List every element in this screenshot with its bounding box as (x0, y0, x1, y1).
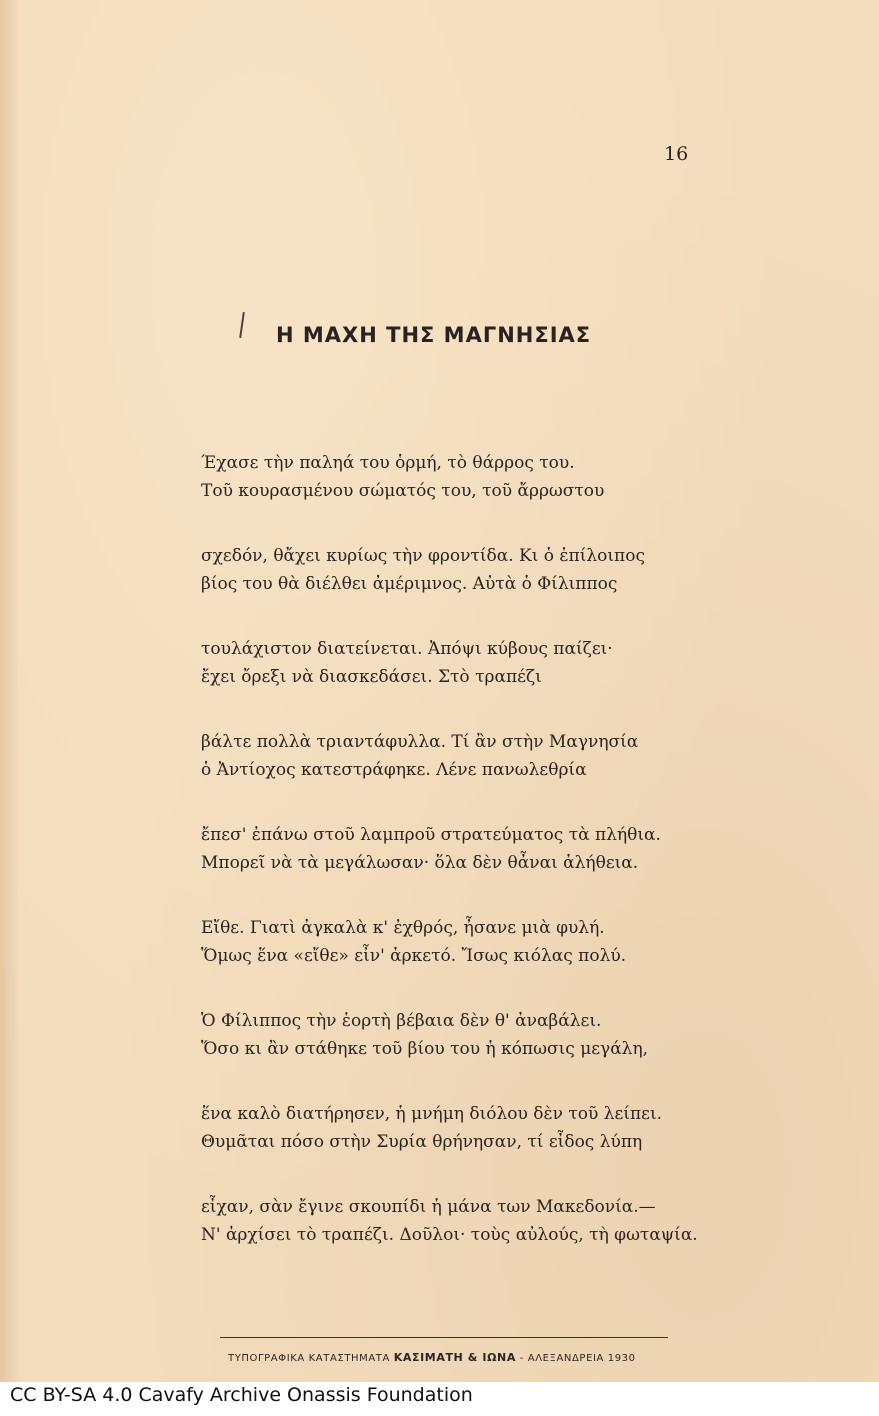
stanza (201, 1100, 761, 1156)
poem-line: τουλάχιστον διατείνεται. Ἀπόψι κύβους παίζει· (201, 639, 613, 659)
poem-line: Ν' ἀρχίσει τὸ τραπέζι. Δοῦλοι· τοὺς αὐλούς, τὴ φωταψία. (201, 1225, 698, 1245)
poem-line: Ὅσο κι ἂν στάθηκε τοῦ βίου του ἡ κόπωσις μεγάλη, (201, 1039, 649, 1059)
poem-line: ἔπεσ' ἐπάνω στοῦ λαμπροῦ στρατεύματος τὰ πλήθια. (201, 825, 661, 845)
printer-name: ΚΑΣΙΜΑΤΗ & ΙΩΝΑ (393, 1351, 516, 1364)
page-number: 16 (664, 143, 689, 165)
stanza (201, 914, 761, 970)
poem-line: Τοῦ κουρασμένου σώματός του, τοῦ ἄρρωστου (201, 481, 605, 501)
stanza (201, 1007, 761, 1063)
poem-line: Εἴθε. Γιατὶ ἀγκαλὰ κ' ἐχθρός, ἦσανε μιὰ φυλή. (201, 918, 605, 938)
poem-line: ἔχει ὄρεξι νὰ διασκεδάσει. Στὸ τραπέζι (201, 667, 542, 687)
printer-imprint (228, 1351, 636, 1364)
poem-line: ἕνα καλὸ διατήρησεν, ἡ μνήμη διόλου δὲν τοῦ λείπει. (201, 1104, 663, 1124)
poem-line: Έχασε τὴν παληά του ὁρμή, τὸ θάρρος του. (201, 453, 575, 473)
stanza (201, 635, 761, 691)
poem-line: Ὅμως ἕνα «εἴθε» εἶν' ἀρκετό. Ἴσως κιόλας πολύ. (201, 946, 627, 966)
stanza (201, 728, 761, 784)
poem-line: Μπορεῖ νὰ τὰ μεγάλωσαν· ὅλα δὲν θἆναι ἀλήθεια. (201, 853, 639, 873)
poem-line: ὁ Ἀντίοχος κατεστράφηκε. Λένε πανωλεθρία (201, 760, 587, 780)
footer-rule (220, 1337, 668, 1338)
poem-line: Θυμᾶται πόσο στὴν Συρία θρήνησαν, τί εἶδος λύπη (201, 1132, 643, 1152)
poem-line: εἶχαν, σὰν ἔγινε σκουπίδι ἡ μάνα των Μακεδονία.— (201, 1197, 656, 1217)
printer-prefix: ΤΥΠΟΓΡΑΦΙΚΑ ΚΑΤΑΣΤΗΜΑΤΑ (228, 1353, 390, 1364)
stanza (201, 821, 761, 877)
poem-title: Η ΜΑΧΗ ΤΗΣ ΜΑΓΝΗΣΙΑΣ (276, 323, 592, 347)
stanza (201, 1193, 761, 1249)
poem-line: βίος του θὰ διέλθει ἀμέριμνος. Αὐτὰ ὁ Φίλιππος (201, 574, 618, 594)
poem-line: σχεδόν, θἄχει κυρίως τὴν φροντίδα. Κι ὁ ἐπίλοιπος (201, 546, 645, 566)
poem-body (201, 449, 761, 1286)
stanza (201, 542, 761, 598)
page-edge-shadow (0, 0, 20, 1382)
pencil-margin-mark (239, 312, 245, 338)
poem-line: Ὁ Φίλιππος τὴν ἑορτὴ βέβαια δὲν θ' ἀναβάλει. (201, 1011, 602, 1031)
poem-line: βάλτε πολλὰ τριαντάφυλλα. Τί ἂν στὴν Μαγνησία (201, 732, 639, 752)
stanza (201, 449, 761, 505)
license-credit: CC BY-SA 4.0 Cavafy Archive Onassis Foundation (10, 1384, 473, 1406)
printer-suffix: - ΑΛΕΞΑΝΔΡΕΙΑ 1930 (519, 1353, 636, 1364)
